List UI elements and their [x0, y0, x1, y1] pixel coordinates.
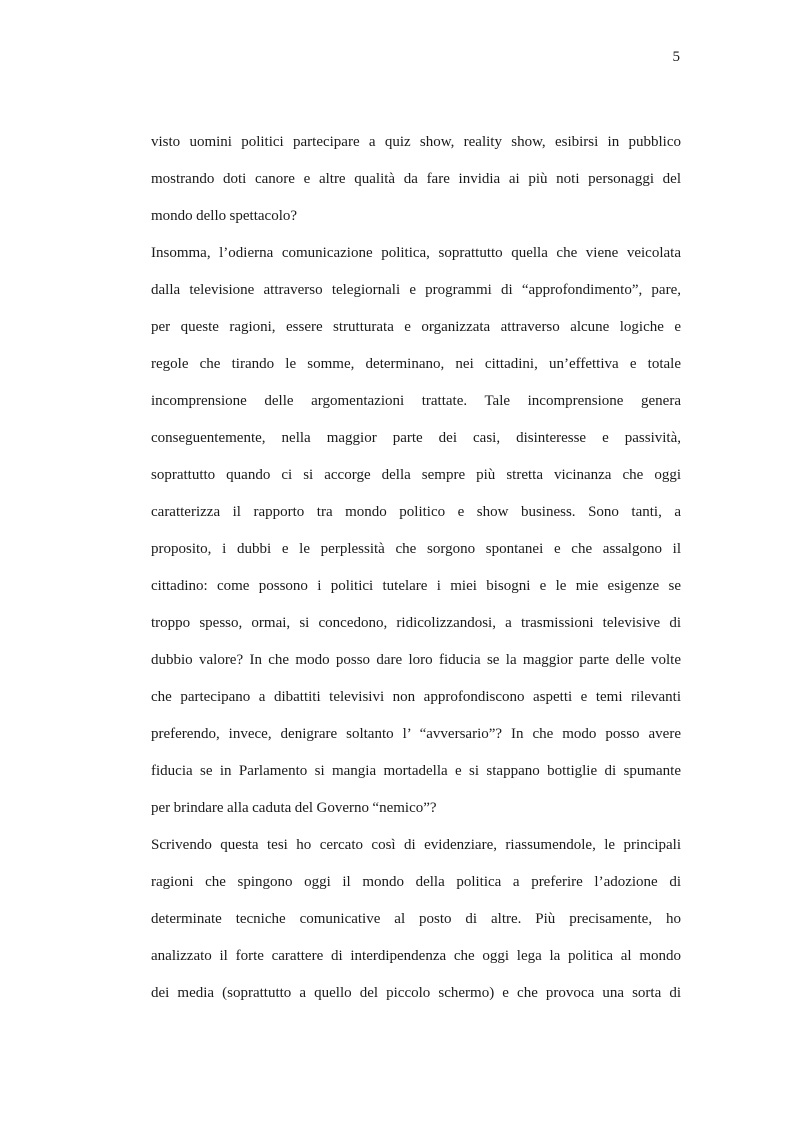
text-line: analizzato il forte carattere di interdipendenza che oggi lega la politica al mondo: [151, 948, 681, 964]
text-line: cittadino: come possono i politici tutelare i miei bisogni e le mie esigenze se: [151, 578, 681, 594]
text-line: soprattutto quando ci si accorge della sempre più stretta vicinanza che oggi: [151, 467, 681, 483]
text-line: visto uomini politici partecipare a quiz show, reality show, esibirsi in pubblico: [151, 134, 681, 150]
text-line: Insomma, l’odierna comunicazione politica, soprattutto quella che viene veicolata: [151, 245, 681, 261]
text-line: ragioni che spingono oggi il mondo della politica a preferire l’adozione di: [151, 874, 681, 890]
page-number: 5: [672, 49, 680, 65]
text-line: preferendo, invece, denigrare soltanto l’ “avversario”? In che modo posso avere: [151, 726, 681, 742]
text-line: dei media (soprattutto a quello del piccolo schermo) e che provoca una sorta di: [151, 985, 681, 1001]
text-line: fiducia se in Parlamento si mangia mortadella e si stappano bottiglie di spumante: [151, 763, 681, 779]
text-line: per brindare alla caduta del Governo “nemico”?: [151, 800, 437, 816]
text-line: regole che tirando le somme, determinano, nei cittadini, un’effettiva e totale: [151, 356, 681, 372]
text-line: mostrando doti canore e altre qualità da fare invidia ai più noti personaggi del: [151, 171, 681, 187]
text-line: troppo spesso, ormai, si concedono, ridicolizzandosi, a trasmissioni televisive di: [151, 615, 681, 631]
text-line: determinate tecniche comunicative al posto di altre. Più precisamente, ho: [151, 911, 681, 927]
text-line: dubbio valore? In che modo posso dare loro fiducia se la maggior parte delle volte: [151, 652, 681, 668]
text-line: mondo dello spettacolo?: [151, 208, 298, 224]
text-line: incomprensione delle argomentazioni trattate. Tale incomprensione genera: [151, 393, 681, 409]
text-line: conseguentemente, nella maggior parte dei casi, disinteresse e passività,: [151, 430, 681, 446]
text-line: per queste ragioni, essere strutturata e organizzata attraverso alcune logiche e: [151, 319, 681, 335]
text-line: dalla televisione attraverso telegiornali e programmi di “approfondimento”, pare,: [151, 282, 681, 298]
text-line: proposito, i dubbi e le perplessità che sorgono spontanei e che assalgono il: [151, 541, 681, 557]
text-line: che partecipano a dibattiti televisivi non approfondiscono aspetti e temi rilevanti: [151, 689, 681, 705]
body-text: [151, 131, 681, 1019]
text-line: caratterizza il rapporto tra mondo politico e show business. Sono tanti, a: [151, 504, 681, 520]
text-line: Scrivendo questa tesi ho cercato così di evidenziare, riassumendole, le principali: [151, 837, 681, 853]
